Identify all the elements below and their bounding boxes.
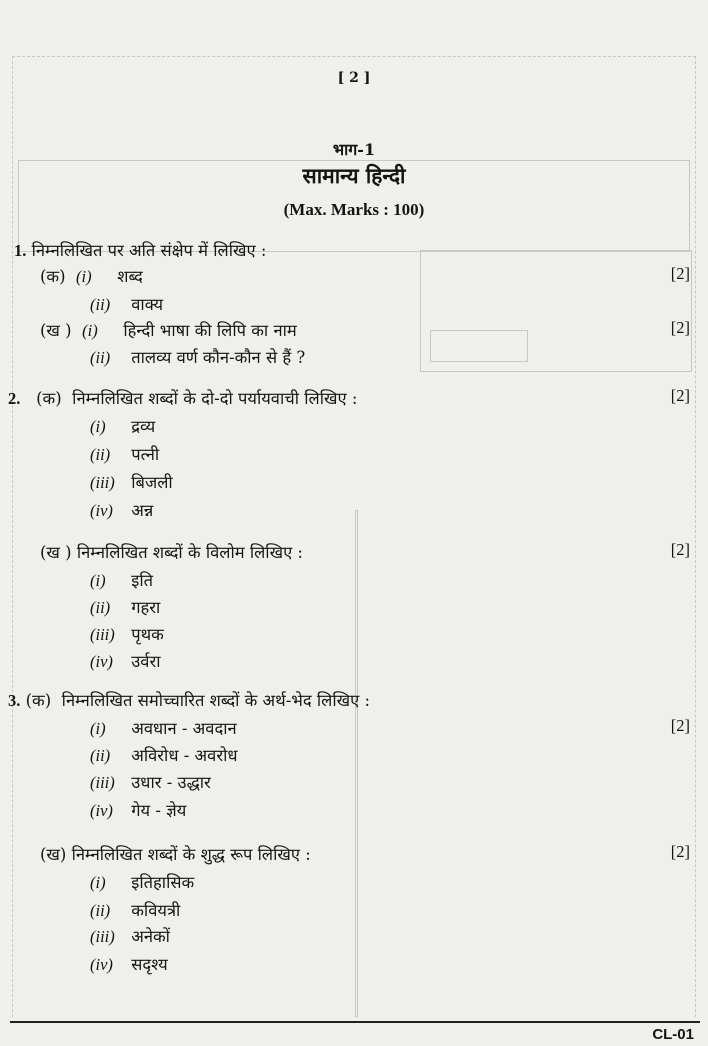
item-number: (ii) — [90, 348, 111, 367]
item-number: (iv) — [90, 652, 113, 671]
item-number: (i) — [90, 873, 106, 892]
item-text: इति — [131, 571, 154, 590]
list-item — [90, 442, 159, 465]
part-label: (ख ) — [40, 543, 72, 562]
item-text: उर्वरा — [131, 652, 161, 671]
part-label: (ख ) — [40, 321, 72, 340]
question-number: 2. — [8, 389, 21, 408]
item-text: शब्द — [117, 267, 143, 286]
question-2 — [8, 386, 357, 409]
item-number: (iv) — [90, 955, 113, 974]
list-item — [90, 414, 155, 437]
question-text: निम्नलिखित पर अति संक्षेप में लिखिए : — [31, 241, 267, 260]
max-marks: (Max. Marks : 100) — [283, 200, 425, 219]
item-text: गेय - ज्ञेय — [131, 801, 187, 820]
list-item — [90, 622, 164, 645]
question-1 — [14, 238, 266, 261]
item-text: उधार - उद्धार — [131, 773, 211, 792]
question-number: 3. — [8, 691, 21, 710]
item-text: इतिहासिक — [131, 873, 195, 892]
item-number: (iv) — [90, 501, 113, 520]
item-text: बिजली — [131, 473, 173, 492]
page-number: [ 2 ] — [337, 70, 371, 86]
list-item — [90, 595, 160, 618]
item-number: (i) — [90, 417, 106, 436]
question-number: 1. — [14, 241, 27, 260]
item-text: सदृश्य — [131, 955, 168, 974]
q3-a-marks: [2] — [670, 716, 690, 735]
list-item — [90, 770, 211, 793]
part-label: (ख) — [40, 845, 67, 864]
item-text: अवधान - अवदान — [131, 719, 237, 738]
list-item — [90, 649, 161, 672]
item-number: (i) — [76, 267, 92, 286]
list-item — [90, 798, 186, 821]
q1-a-marks: [2] — [670, 264, 690, 283]
part-label: (क) — [40, 267, 66, 286]
item-number: (ii) — [90, 295, 111, 314]
item-number: (ii) — [90, 598, 111, 617]
q2-b-heading — [40, 540, 303, 563]
ghost-digit-boxes — [430, 330, 528, 362]
item-number: (iii) — [90, 625, 115, 644]
question-3 — [8, 688, 370, 711]
part-label: (क) — [36, 389, 62, 408]
part-label: (क) — [25, 691, 52, 710]
list-item — [90, 498, 153, 521]
item-number: (ii) — [90, 445, 111, 464]
q2-b-marks: [2] — [670, 540, 690, 559]
item-text: अविरोध - अवरोध — [131, 746, 238, 765]
item-text: पत्नी — [131, 445, 160, 464]
item-text: कवियत्री — [131, 901, 181, 920]
q1-a-i — [40, 264, 143, 287]
item-number: (iii) — [90, 473, 115, 492]
list-item — [90, 952, 168, 975]
subject-title: सामान्य हिन्दी — [302, 163, 406, 188]
item-number: (i) — [90, 719, 106, 738]
item-text: अन्न — [131, 501, 154, 520]
item-number: (iv) — [90, 801, 113, 820]
list-item — [90, 743, 238, 766]
bottom-rule — [10, 1021, 700, 1023]
list-item — [90, 898, 180, 921]
item-text: हिन्दी भाषा की लिपि का नाम — [123, 321, 297, 340]
item-text: गहरा — [131, 598, 161, 617]
q1-a-ii — [90, 292, 163, 315]
list-item — [90, 716, 237, 739]
item-number: (iii) — [90, 773, 115, 792]
list-item — [90, 870, 194, 893]
item-number: (iii) — [90, 927, 115, 946]
q1-b-ii — [90, 345, 305, 368]
part-text: निम्नलिखित समोच्चारित शब्दों के अर्थ-भेद लिखिए : — [61, 691, 371, 710]
item-text: तालव्य वर्ण कौन-कौन से हैं ? — [131, 348, 306, 367]
item-number: (i) — [90, 571, 106, 590]
q1-b-marks: [2] — [670, 318, 690, 337]
q3-b-marks: [2] — [670, 842, 690, 861]
q2-a-marks: [2] — [670, 386, 690, 405]
q3-b-heading — [40, 842, 311, 865]
item-text: अनेकों — [131, 927, 170, 946]
item-number: (i) — [82, 321, 98, 340]
item-number: (ii) — [90, 901, 111, 920]
q1-b-i — [40, 318, 297, 341]
list-item — [90, 568, 153, 591]
item-number: (ii) — [90, 746, 111, 765]
ghost-divider — [355, 510, 358, 1017]
item-text: वाक्य — [131, 295, 164, 314]
footer-code: CL-01 — [652, 1026, 694, 1043]
item-text: पृथक — [131, 625, 164, 644]
part-text: निम्नलिखित शब्दों के दो-दो पर्यायवाची लिखिए : — [72, 389, 358, 408]
part-text: निम्नलिखित शब्दों के विलोम लिखिए : — [76, 543, 303, 562]
part-text: निम्नलिखित शब्दों के शुद्ध रूप लिखिए : — [71, 845, 311, 864]
item-text: द्रव्य — [131, 417, 156, 436]
list-item — [90, 924, 170, 947]
list-item — [90, 470, 173, 493]
section-heading: भाग-1 — [332, 140, 376, 159]
